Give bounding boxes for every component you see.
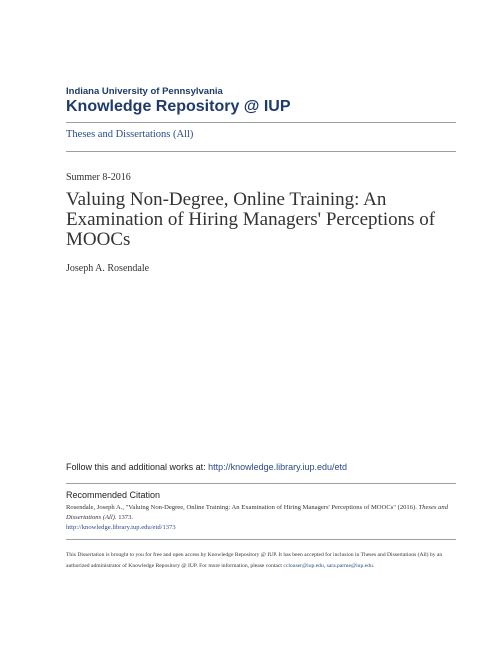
- publication-date: Summer 8-2016: [66, 172, 131, 183]
- institution-name: Indiana University of Pennsylvania: [66, 86, 223, 97]
- citation-text: [66, 503, 456, 533]
- document-title: Valuing Non-Degree, Online Training: An Examination of Hiring Managers' Perceptions of MOOCs: [66, 189, 436, 250]
- contact-email-1[interactable]: cclouser@iup.edu: [283, 563, 324, 569]
- contact-email-2[interactable]: sara.parme@iup.edu: [326, 563, 373, 569]
- notice-divider: [66, 539, 456, 540]
- follow-line: [66, 462, 347, 472]
- collection-link[interactable]: Theses and Dissertations (All): [66, 129, 194, 140]
- follow-link[interactable]: http://knowledge.library.iup.edu/etd: [208, 462, 348, 472]
- access-notice: [66, 550, 456, 572]
- citation-part1: Rosendale, Joseph A., "Valuing Non-Degree, Online Training: An Examination of Hiring Managers' Perceptions of MOOCs" (2016).: [66, 504, 417, 511]
- citation-part2: . 1373.: [114, 514, 134, 521]
- header-divider: [66, 122, 456, 123]
- notice-text: This Dissertation is brought to you for free and open access by Knowledge Repository @ IUP. It has been accepted for inclusion in Theses and Dissertations (All) by an authorized administrator of Knowledge Repository @ IUP. For more information, please contact: [66, 552, 443, 569]
- notice-end: .: [372, 563, 375, 569]
- citation-journal: Theses and Dissertations (All): [66, 504, 449, 521]
- citation-link[interactable]: http://knowledge.library.iup.edu/etd/1373: [66, 524, 176, 531]
- collection-divider: [66, 151, 456, 152]
- recommended-citation-heading: Recommended Citation: [66, 490, 161, 500]
- author-name: Joseph A. Rosendale: [66, 263, 150, 274]
- notice-separator: ,: [323, 563, 326, 569]
- repository-name[interactable]: Knowledge Repository @ IUP: [66, 98, 291, 115]
- follow-text: Follow this and additional works at:: [66, 462, 206, 472]
- citation-divider: [66, 483, 456, 484]
